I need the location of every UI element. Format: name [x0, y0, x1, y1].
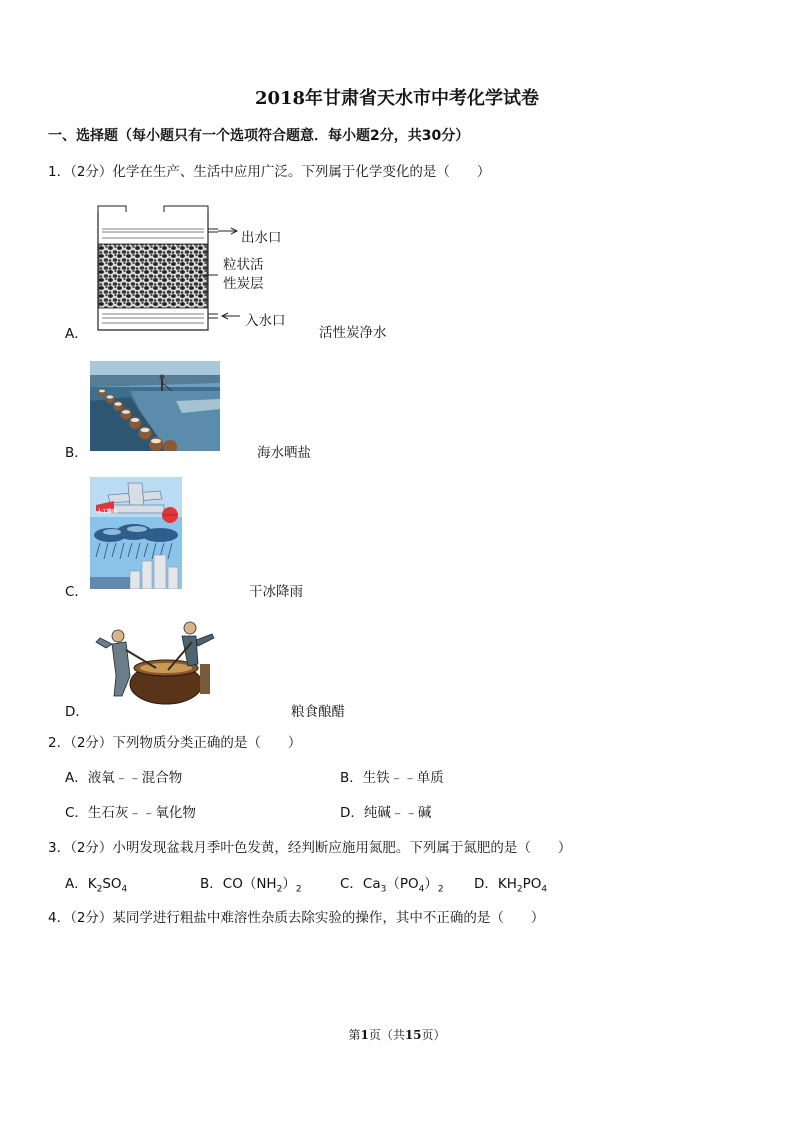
- sea-salt-evaporation-image: [90, 361, 220, 451]
- q1-option-c-caption: 干冰降雨: [249, 584, 303, 600]
- carbon-layer-label-1: 粒状活: [223, 257, 264, 273]
- question-2-stem: 2．（2分）下列物质分类正确的是（ ）: [48, 735, 302, 751]
- q1-option-a-letter: A．: [65, 326, 88, 342]
- question-4-stem: 4．（2分）某同学进行粗盐中难溶性杂质去除实验的操作，其中不正确的是（ ）: [48, 910, 545, 926]
- question-3-stem: 3．（2分）小明发现盆栽月季叶色发黄，经判断应施用氮肥。下列属于氮肥的是（ ）: [48, 840, 572, 856]
- q3-option-d: D．$KH_2PO_4$: [474, 876, 548, 895]
- q1-option-d-letter: D．: [65, 704, 89, 720]
- page-footer: 第1页（共15页）: [348, 1028, 446, 1042]
- q1-option-b-letter: B．: [65, 445, 88, 461]
- carbon-layer-label-2: 性炭层: [223, 276, 264, 292]
- q2-option-b: B．生铁﹣﹣单质: [340, 770, 444, 786]
- q2-option-c: C．生石灰﹣﹣氧化物: [65, 805, 196, 821]
- q2-option-d: D．纯碱﹣﹣碱: [340, 805, 432, 821]
- q3-option-a: A．$K_2SO_4$: [65, 876, 128, 895]
- q3-option-c: C．$Ca_3(PO_4)_2$: [340, 876, 444, 895]
- q1-option-a-caption: 活性炭净水: [319, 325, 387, 341]
- outlet-label: 出水口: [241, 230, 282, 246]
- artificial-rain-cartoon: [90, 477, 182, 589]
- q1-option-d-caption: 粮食酿醋: [291, 704, 345, 720]
- vinegar-brewing-illustration: [92, 614, 222, 706]
- plane-banner-label: 人工降雨: [97, 509, 118, 515]
- q1-option-c-letter: C．: [65, 584, 88, 600]
- question-1-stem: 1．（2分）化学在生产、生活中应用广泛。下列属于化学变化的是（ ）: [48, 164, 491, 180]
- section-heading: 一、选择题（每小题只有一个选项符合题意．每小题2分，共30分）: [48, 128, 470, 144]
- inlet-label: 入水口: [245, 313, 286, 329]
- page-title: 2018年甘肃省天水市中考化学试卷: [254, 88, 540, 109]
- q1-option-b-caption: 海水晒盐: [257, 445, 311, 461]
- q2-option-a: A．液氧﹣﹣混合物: [65, 770, 183, 786]
- q3-option-b: B．$CO(NH_2)_2$: [200, 876, 302, 895]
